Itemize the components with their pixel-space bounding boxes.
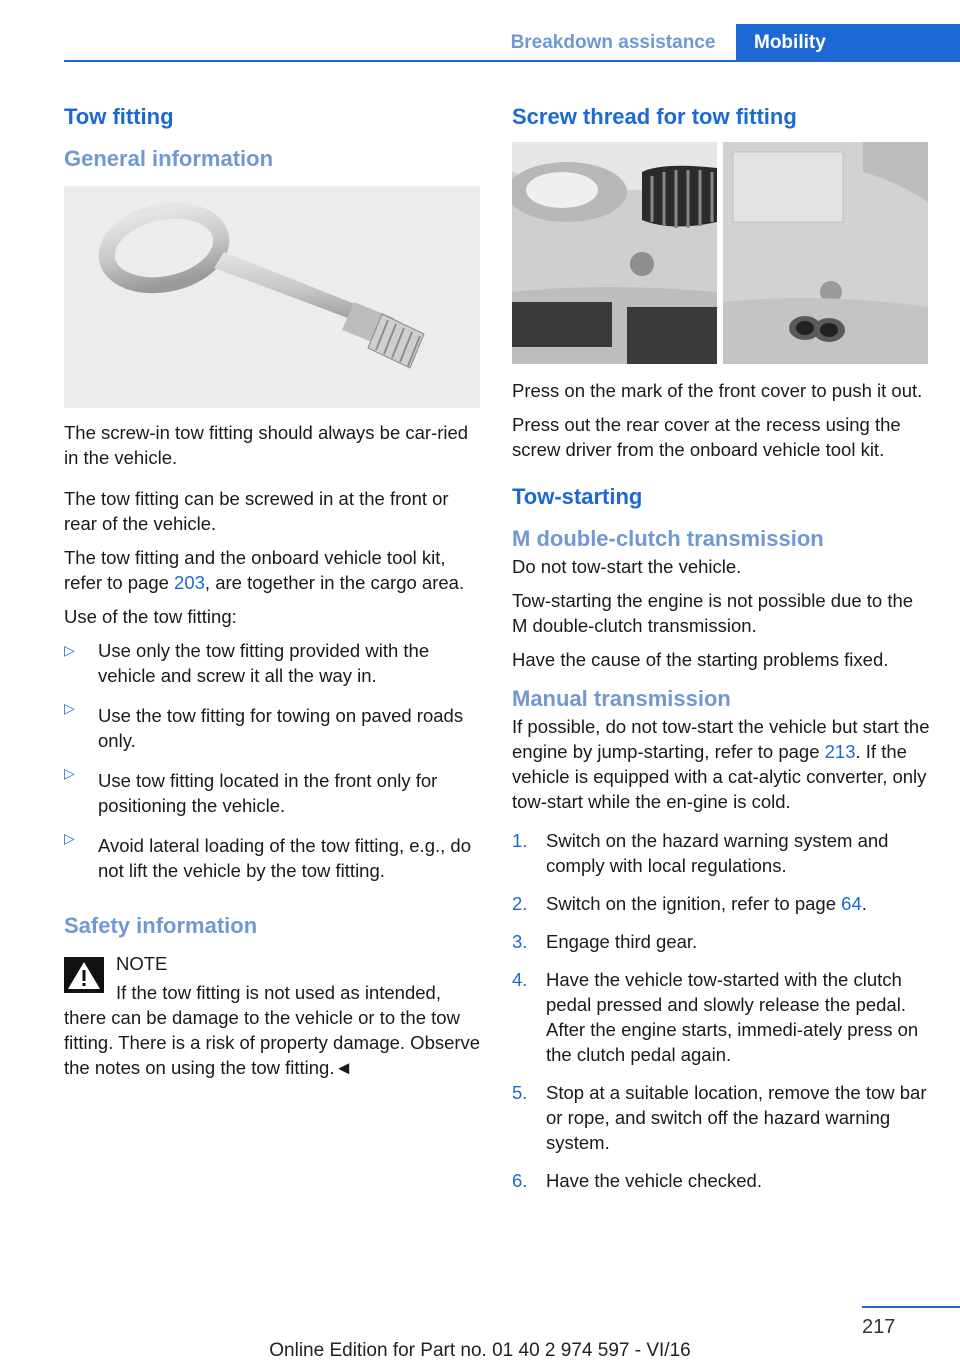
heading-safety-information: Safety information (64, 913, 258, 938)
page-link-64[interactable]: 64 (841, 893, 862, 914)
usage-bullet-list (64, 638, 482, 891)
footer-divider (862, 1306, 960, 1308)
list-item (512, 828, 930, 885)
list-item (512, 885, 930, 923)
tow-fitting-illustration (64, 186, 480, 408)
step-text: Have the vehicle tow-started with the clutch pedal pressed and slowly release the pedal. After the engine starts, immedi-ately press on the clutch pedal again. (546, 969, 919, 1065)
rear-bumper-image (723, 142, 928, 364)
step-text: Stop at a suitable location, remove the tow bar or rope, and switch off the hazard warning system. (546, 1082, 927, 1153)
note-title: NOTE (116, 953, 168, 974)
list-item (512, 1074, 930, 1162)
tow-start-steps (512, 828, 930, 1200)
tab-breakdown-assistance[interactable]: Breakdown assistance (510, 32, 716, 53)
paragraph-rear-cover: Press out the rear cover at the recess using the screw driver from the onboard vehicle tool kit. (512, 414, 901, 460)
header-divider (64, 60, 960, 62)
bullet-triangle-icon: ▷ (64, 642, 75, 658)
left-column (64, 96, 482, 1080)
page-link-213[interactable]: 213 (824, 741, 856, 762)
tow-fitting-image (64, 186, 480, 408)
step-number: 3. (512, 931, 528, 952)
list-item (512, 1162, 930, 1200)
list-item-text: Use tow fitting located in the front only for positioning the vehicle. (98, 770, 438, 816)
step-text: Switch on the ignition, refer to page (546, 893, 842, 914)
step-text-end: . (861, 893, 867, 914)
use-intro: Use of the tow fitting: (64, 606, 237, 627)
right-column (512, 96, 930, 1200)
paragraph-cause-fixed: Have the cause of the starting problems fixed. (512, 649, 889, 670)
list-item-text: Use the tow fitting for towing on paved roads only. (98, 705, 464, 751)
bullet-triangle-icon: ▷ (64, 765, 75, 781)
paragraph-tool-kit (64, 545, 482, 595)
step-number: 4. (512, 969, 528, 990)
paragraph-no-tow-start: Do not tow-start the vehicle. (512, 556, 742, 577)
list-item (64, 696, 482, 761)
step-number: 5. (512, 1082, 528, 1103)
heading-manual-transmission: Manual transmission (512, 686, 731, 711)
step-number: 2. (512, 893, 528, 914)
paragraph-front-rear: The tow fitting can be screwed in at the front or rear of the vehicle. (64, 488, 449, 534)
bullet-triangle-icon: ▷ (64, 700, 75, 716)
paragraph-manual (512, 714, 930, 814)
step-text: Have the vehicle checked. (546, 1170, 762, 1191)
list-item (64, 638, 482, 696)
paragraph-tool-kit-text-end: , are together in the cargo area. (204, 572, 465, 593)
section-title-tow-starting: Tow-starting (512, 484, 643, 509)
note-body: If the tow fitting is not used as intended, there can be damage to the vehicle or to the tow fitting. There is a risk of property damage. Observe the notes on using the tow fitting.◄ (64, 982, 481, 1078)
list-item (512, 961, 930, 1074)
paragraph-front-cover: Press on the mark of the front cover to push it out. (512, 380, 923, 401)
section-title-tow-fitting: Tow fitting (64, 104, 174, 129)
paragraph-tool-kit-text: The tow fitting and the onboard vehicle tool kit, refer to page (64, 547, 446, 593)
heading-m-double-clutch: M double-clutch transmission (512, 526, 824, 551)
step-number: 6. (512, 1170, 528, 1191)
bullet-triangle-icon: ▷ (64, 830, 75, 846)
front-bumper-image (512, 142, 717, 364)
paragraph-manual-text-end: . If the vehicle is equipped with a cat-alytic converter, only tow-start while the en-gine is cold. (512, 741, 927, 812)
list-item-text: Use only the tow fitting provided with the vehicle and screw it all the way in. (98, 640, 430, 686)
heading-general-information: General information (64, 146, 274, 171)
page-number: 217 (862, 1316, 896, 1338)
paragraph-not-possible: Tow-starting the engine is not possible due to the M double-clutch transmission. (512, 590, 914, 636)
list-item (64, 761, 482, 826)
paragraph-manual-text: If possible, do not tow-start the vehicle but start the engine by jump-starting, refer to page (512, 716, 930, 762)
list-item (512, 923, 930, 961)
list-item (64, 826, 482, 891)
footer-edition: Online Edition for Part no. 01 40 2 974 597 - VI/16 (269, 1340, 691, 1361)
step-text: Engage third gear. (546, 931, 698, 952)
safety-note (64, 951, 482, 1080)
step-text: Switch on the hazard warning system and comply with local regulations. (546, 830, 889, 876)
paragraph-carry-fitting: The screw-in tow fitting should always be car-ried in the vehicle. (64, 422, 469, 468)
list-item-text: Avoid lateral loading of the tow fitting, e.g., do not lift the vehicle by the tow fitting. (98, 835, 471, 881)
step-number: 1. (512, 830, 528, 851)
tab-mobility[interactable]: Mobility (736, 24, 960, 61)
warning-triangle-icon (64, 957, 104, 993)
screw-thread-illustration (512, 142, 928, 364)
section-title-screw-thread: Screw thread for tow fitting (512, 104, 797, 129)
page-link-203[interactable]: 203 (174, 572, 205, 593)
